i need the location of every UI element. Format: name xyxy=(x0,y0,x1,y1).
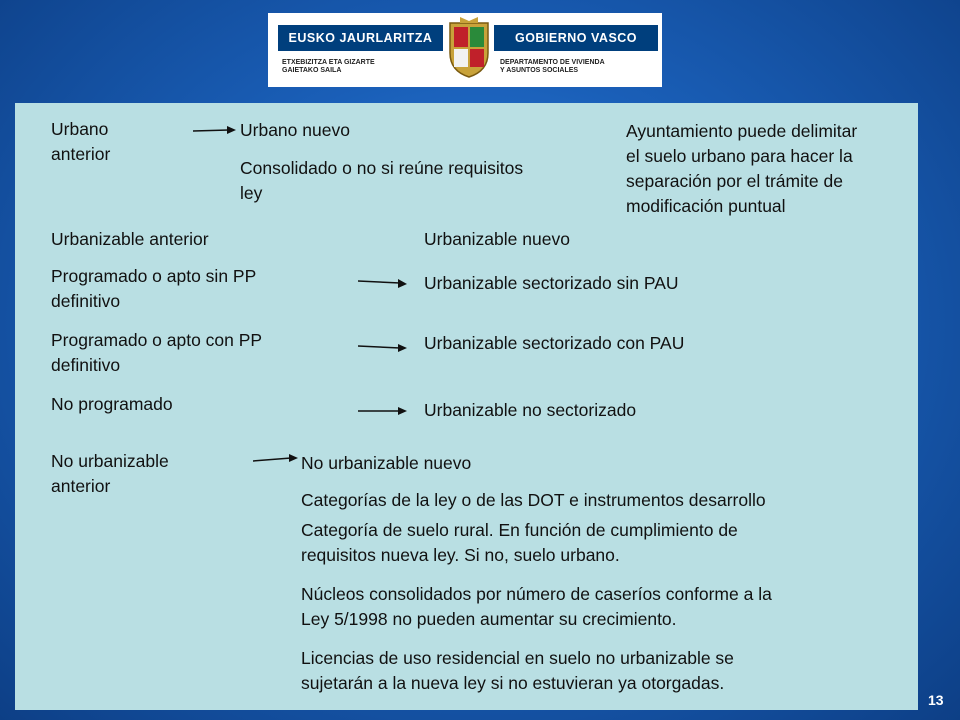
department-name-spanish: DEPARTAMENTO DE VIVIENDA Y ASUNTOS SOCIALES xyxy=(500,59,605,74)
nucleos-text: Núcleos consolidados por número de caseríos conforme a la Ley 5/1998 no pueden aumentar su crecimiento. xyxy=(301,584,772,629)
government-logo xyxy=(268,13,662,87)
sectorizado-con-pau-text: Urbanizable sectorizado con PAU xyxy=(424,333,685,353)
logo-title-basque: EUSKO JAURLARITZA xyxy=(278,25,443,51)
sectorizado-sin-pau-text: Urbanizable sectorizado sin PAU xyxy=(424,273,679,293)
no-programado-text: No programado xyxy=(51,394,173,414)
no-urbanizable-nuevo-label: No urbanizable nuevo xyxy=(301,453,472,473)
categorias-text: Categorías de la ley o de las DOT e instrumentos desarrollo xyxy=(301,490,766,510)
licencias-text: Licencias de uso residencial en suelo no urbanizable se sujetarán a la nueva ley si no estuvieran ya otorgadas. xyxy=(301,648,734,693)
programado-con-pp-text: Programado o apto con PP definitivo xyxy=(51,330,263,375)
urbanizable-anterior-label: Urbanizable anterior xyxy=(51,229,209,249)
no-urbanizable-anterior-label: No urbanizable anterior xyxy=(51,451,169,496)
programado-sin-pp-text: Programado o apto sin PP definitivo xyxy=(51,266,257,311)
department-name-basque: ETXEBIZITZA ETA GIZARTE GAIETAKO SAILA xyxy=(282,59,375,74)
urbano-nota-text: Ayuntamiento puede delimitar el suelo urbano para hacer la separación por el trámite de modificación puntual xyxy=(626,121,858,216)
suelo-rural-text: Categoría de suelo rural. En función de cumplimiento de requisitos nueva ley. Si no, suelo urbano. xyxy=(301,520,738,565)
urbano-anterior-label: Urbano anterior xyxy=(51,119,111,164)
urbanizable-nuevo-label: Urbanizable nuevo xyxy=(424,229,570,249)
arrow-icon xyxy=(358,341,408,355)
logo-title-spanish: GOBIERNO VASCO xyxy=(494,25,658,51)
no-sectorizado-text: Urbanizable no sectorizado xyxy=(424,400,637,420)
arrow-icon xyxy=(358,277,408,291)
urbano-nuevo-label: Urbano nuevo xyxy=(240,120,350,140)
arrow-icon xyxy=(253,452,299,466)
coat-of-arms-icon xyxy=(444,15,494,79)
arrow-icon xyxy=(193,124,237,138)
urbano-consolidado-text: Consolidado o no si reúne requisitos ley xyxy=(240,158,524,203)
arrow-icon xyxy=(358,404,408,418)
page-number: 13 xyxy=(928,692,944,708)
